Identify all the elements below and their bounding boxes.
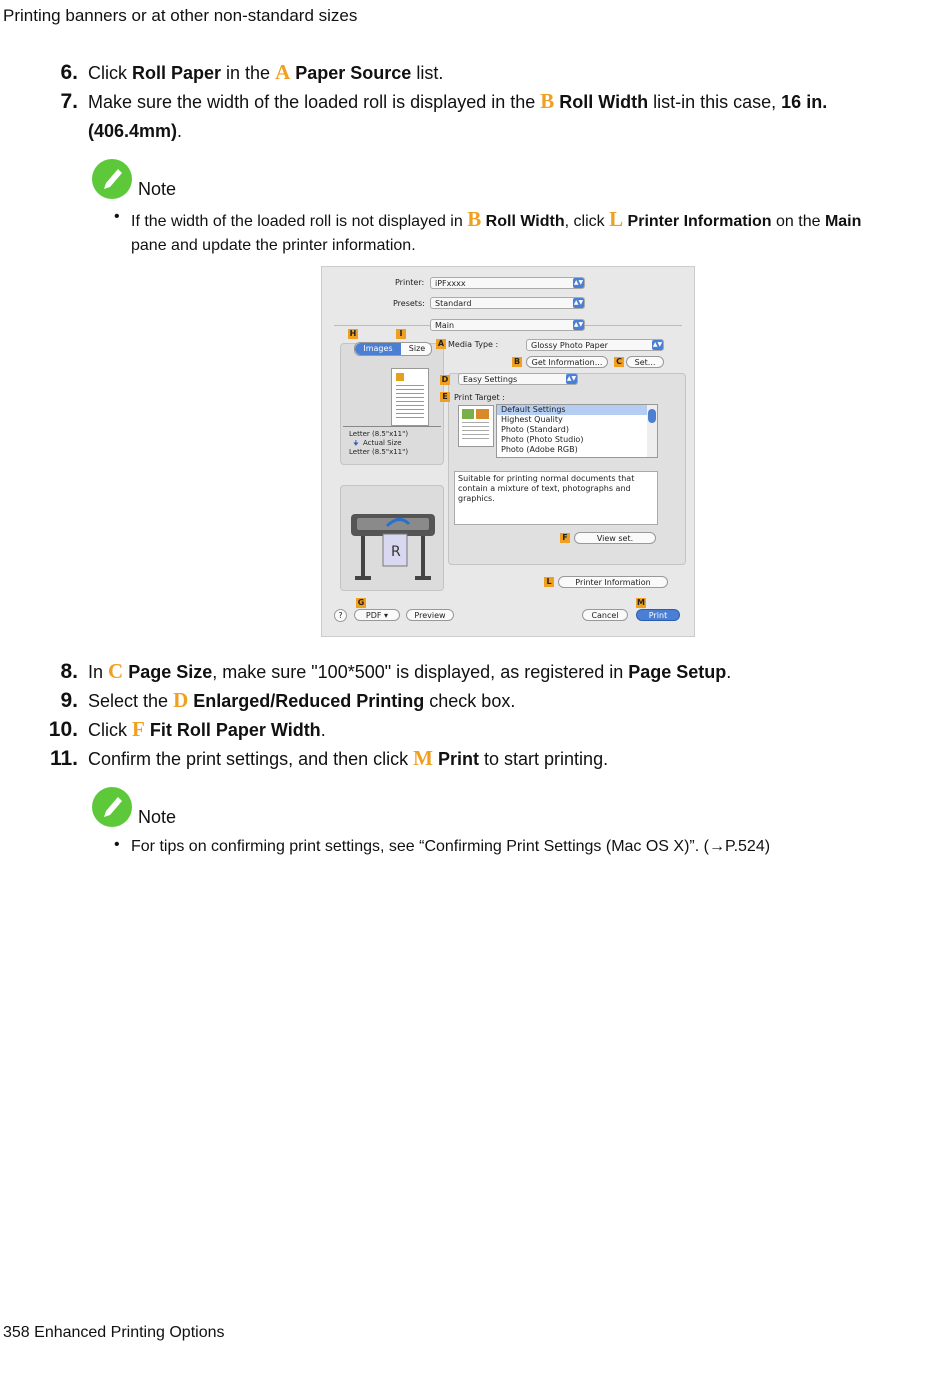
page-footer: 358 Enhanced Printing Options (3, 1324, 225, 1341)
step-text (88, 686, 868, 716)
text-run: If the width of the loaded roll is not displayed in (131, 213, 468, 230)
presets-select[interactable]: Standard ▲▼ (430, 297, 585, 309)
tab-bar (354, 342, 432, 356)
bold-term: Printer Information (627, 213, 772, 230)
chevron-down-icon: ▲▼ (566, 375, 577, 382)
step-number: 7. (60, 90, 78, 113)
text-run: Select the (88, 691, 174, 711)
bold-term: Fit Roll Paper Width (149, 720, 321, 740)
tag-m: M (637, 598, 645, 607)
step-text (88, 87, 868, 146)
note-pencil-icon (90, 785, 134, 829)
text-run: , click (564, 213, 610, 230)
bold-term: Roll Width (485, 213, 565, 230)
tag-e: E (440, 392, 450, 402)
step-number: 10. (48, 718, 78, 741)
cancel-button[interactable]: Cancel (582, 609, 628, 621)
step-number: 11. (49, 747, 78, 770)
printer-select[interactable]: iPFxxxx ▲▼ (430, 277, 585, 289)
help-button[interactable]: ? (334, 609, 347, 622)
print-target-option[interactable]: Photo (Photo Studio) (501, 435, 584, 444)
bold-term: Page Size (128, 662, 213, 682)
tag-b: B (513, 357, 521, 366)
callout-letter: L (609, 207, 624, 231)
print-button[interactable]: Print (636, 609, 680, 621)
text-run: . (177, 121, 183, 141)
step-text (88, 58, 868, 88)
step-text (88, 744, 868, 774)
large-format-printer-icon (347, 496, 439, 584)
bold-term: Roll Width (559, 92, 649, 112)
text-run: . (726, 662, 732, 682)
get-information-button[interactable]: Get Information... (526, 356, 608, 368)
tag-c: C (614, 357, 624, 367)
tag-l: L (544, 577, 554, 587)
print-target-option[interactable]: Photo (Adobe RGB) (501, 445, 578, 454)
callout-letter: A (275, 60, 291, 84)
note-label: Note (138, 807, 177, 827)
page-preview (391, 368, 429, 426)
size-line-1: Letter (8.5"x11") (349, 430, 409, 438)
text-run: In (88, 662, 109, 682)
chevron-down-icon: ▲▼ (573, 279, 584, 286)
callout-letter: F (132, 717, 145, 741)
callout-letter: D (173, 688, 189, 712)
set-button[interactable]: Set... (626, 356, 664, 368)
bold-term: 16 in. (406.4mm) (88, 92, 828, 141)
tag-a: A (437, 339, 445, 348)
scrollbar[interactable] (647, 405, 657, 457)
printer-label: Printer: (395, 278, 425, 287)
size-line-3: Letter (8.5"x11") (349, 448, 409, 456)
print-target-option[interactable]: Highest Quality (501, 415, 563, 424)
tag-g: G (357, 598, 365, 607)
print-target-option[interactable]: Default Settings (497, 405, 647, 415)
tab-size[interactable]: Size (408, 344, 426, 353)
text-run: Make sure the width of the loaded roll is displayed in the (88, 92, 541, 112)
target-thumbnail (458, 405, 494, 447)
printer-information-button[interactable]: Printer Information (558, 576, 668, 588)
step-text (88, 715, 868, 745)
bold-term: Enlarged/Reduced Printing (193, 691, 425, 711)
step-number: 9. (60, 689, 78, 712)
preview-button[interactable]: Preview (406, 609, 454, 621)
text-run: on the (771, 213, 825, 230)
media-type-label: Media Type : (448, 340, 499, 349)
print-target-option[interactable]: Photo (Standard) (501, 425, 569, 434)
svg-text:R: R (391, 544, 401, 560)
text-run: . (320, 720, 326, 740)
bold-term: Roll Paper (132, 63, 222, 83)
bold-term: Print (438, 749, 480, 769)
note-pencil-icon (90, 157, 134, 201)
text-run: list. (411, 63, 444, 83)
pdf-button[interactable]: PDF ▾ (354, 609, 400, 621)
callout-letter: M (413, 746, 433, 770)
tab-images[interactable]: Images (355, 343, 401, 355)
bold-term: Paper Source (295, 63, 412, 83)
chevron-down-icon: ▲▼ (652, 341, 663, 348)
print-target-label: Print Target : (454, 393, 505, 402)
easy-settings-select[interactable]: Easy Settings ▲▼ (458, 373, 578, 385)
bold-term: Main (824, 213, 862, 230)
media-type-select[interactable]: Glossy Photo Paper ▲▼ (526, 339, 664, 351)
tag-f: F (560, 533, 570, 543)
text-run: For tips on confirming print settings, see “Confirming Print Settings (Mac OS X)”. (→P.524) (131, 838, 771, 855)
step-text (88, 657, 868, 687)
text-run: pane and update the printer information. (131, 237, 416, 254)
callout-letter: B (467, 207, 482, 231)
printer-image-panel (340, 485, 444, 591)
text-run: check box. (424, 691, 516, 711)
arrow-down-icon: 🠋 (353, 439, 359, 447)
text-run: Click (88, 720, 132, 740)
note-2-text (131, 835, 881, 859)
text-run: Confirm the print settings, and then click (88, 749, 414, 769)
chevron-down-icon: ▲▼ (573, 299, 584, 306)
size-line-2: Actual Size (363, 439, 402, 447)
preview-panel (340, 343, 444, 465)
note-label: Note (138, 179, 177, 199)
chevron-down-icon: ▲▼ (573, 321, 584, 328)
step-number: 8. (60, 660, 78, 683)
tag-h: H (349, 329, 357, 338)
text-run: list-in this case, (648, 92, 782, 112)
bold-term: Page Setup (628, 662, 727, 682)
page-header: Printing banners or at other non-standard sizes (3, 6, 358, 25)
presets-label: Presets: (393, 299, 425, 308)
description-box: Suitable for printing normal documents that contain a mixture of text, photographs and graphics. (454, 471, 658, 525)
tag-i: I (396, 329, 406, 339)
view-set-button[interactable]: View set. (574, 532, 656, 544)
print-target-list[interactable] (496, 404, 658, 458)
callout-letter: B (540, 89, 555, 113)
note-1-text (131, 207, 881, 258)
tag-d: D (441, 375, 449, 384)
text-run: in the (221, 63, 276, 83)
text-run: to start printing. (479, 749, 609, 769)
text-run: Click (88, 63, 132, 83)
text-run: , make sure "100*500" is displayed, as registered in (212, 662, 629, 682)
pane-select[interactable]: Main ▲▼ (430, 319, 585, 331)
callout-letter: C (108, 659, 124, 683)
step-number: 6. (60, 61, 78, 84)
print-dialog-screenshot (321, 266, 695, 637)
